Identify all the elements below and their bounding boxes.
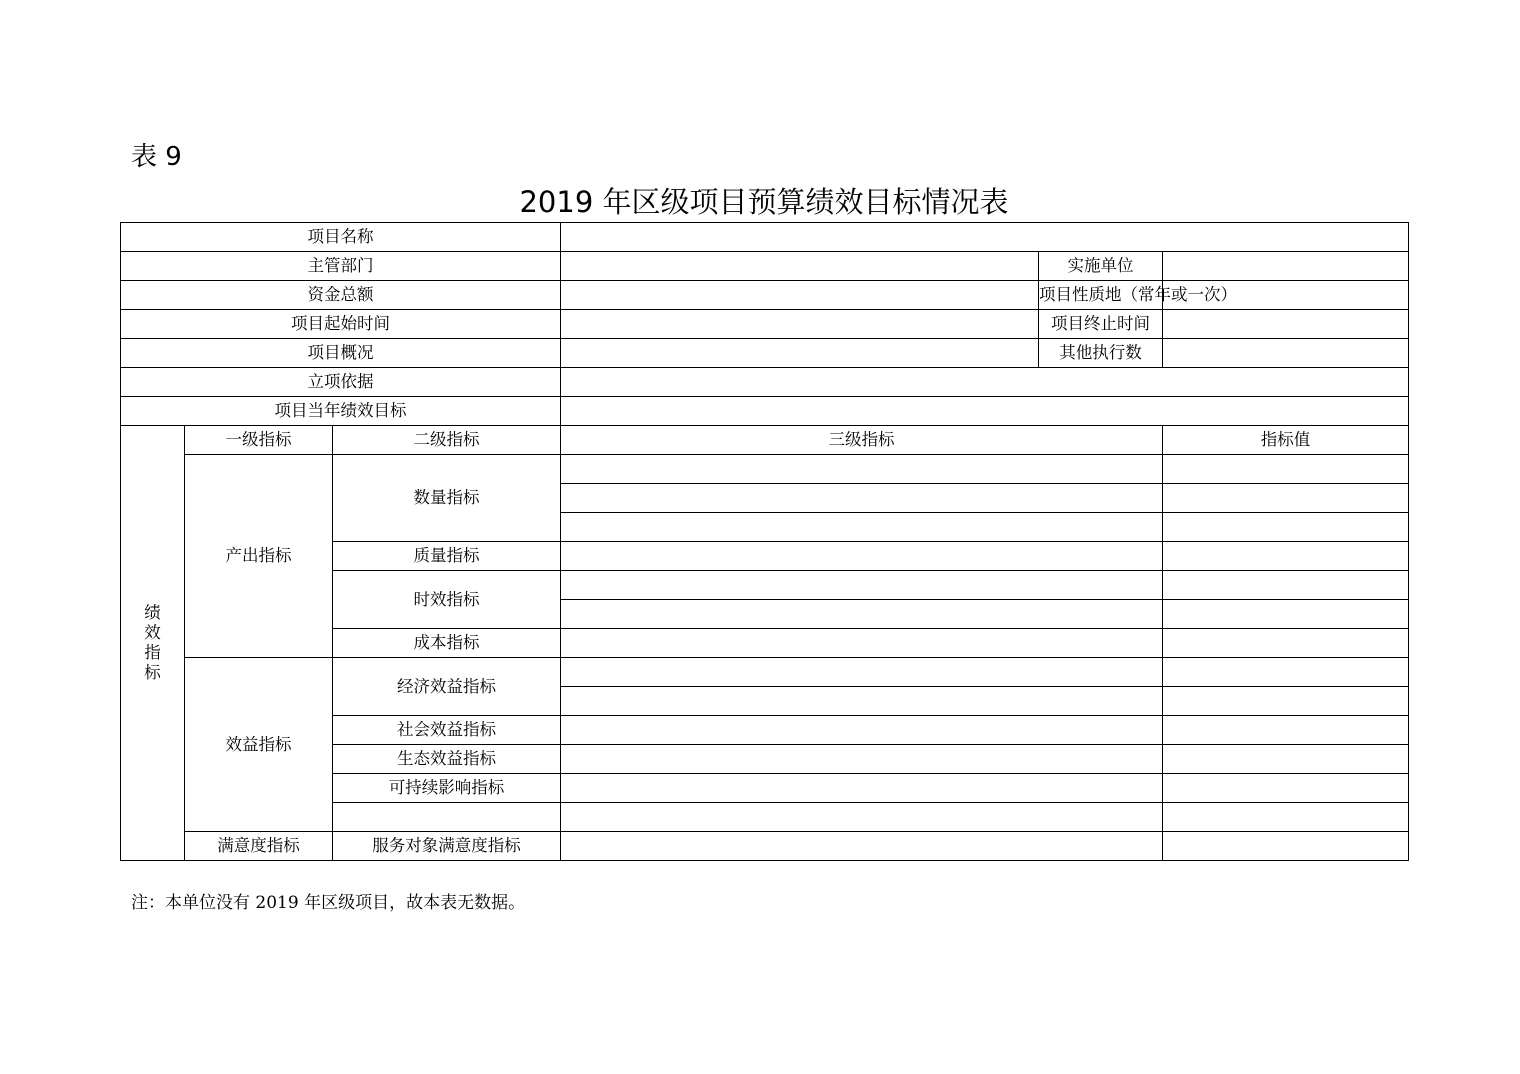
cell-value[interactable] bbox=[1163, 803, 1409, 832]
performance-target-table bbox=[120, 222, 1409, 861]
row-overview bbox=[121, 339, 1409, 368]
label-quality: 质量指标 bbox=[333, 542, 561, 571]
row-quantity-1 bbox=[121, 455, 1409, 484]
perf-group-char: 指 bbox=[144, 643, 161, 662]
cell-level2-blank[interactable] bbox=[333, 803, 561, 832]
footnote: 注：本单位没有 2019 年区级项目，故本表无数据。 bbox=[131, 893, 526, 913]
cell-level3[interactable] bbox=[561, 803, 1163, 832]
cell-level3[interactable] bbox=[561, 716, 1163, 745]
label-quantity: 数量指标 bbox=[333, 455, 561, 542]
label-output: 产出指标 bbox=[185, 455, 333, 658]
cell-level3[interactable] bbox=[561, 484, 1163, 513]
label-annual-goal: 项目当年绩效目标 bbox=[121, 397, 561, 426]
cell-level3[interactable] bbox=[561, 513, 1163, 542]
header-value: 指标值 bbox=[1163, 426, 1409, 455]
label-satisfaction: 满意度指标 bbox=[185, 832, 333, 861]
label-timeliness: 时效指标 bbox=[333, 571, 561, 629]
cell-value[interactable] bbox=[1163, 629, 1409, 658]
label-overview: 项目概况 bbox=[121, 339, 561, 368]
cell-level3[interactable] bbox=[561, 745, 1163, 774]
label-economic: 经济效益指标 bbox=[333, 658, 561, 716]
cell-value[interactable] bbox=[1163, 774, 1409, 803]
cell-level3[interactable] bbox=[561, 832, 1163, 861]
cell-value[interactable] bbox=[1163, 542, 1409, 571]
label-basis: 立项依据 bbox=[121, 368, 561, 397]
row-indicator-header bbox=[121, 426, 1409, 455]
value-other-exec[interactable] bbox=[1163, 339, 1409, 368]
label-other-exec: 其他执行数 bbox=[1039, 339, 1163, 368]
label-sustainable: 可持续影响指标 bbox=[333, 774, 561, 803]
header-level1: 一级指标 bbox=[185, 426, 333, 455]
perf-group-label bbox=[121, 426, 185, 861]
value-start-time[interactable] bbox=[561, 310, 1039, 339]
label-project-nature: 项目性质地（常年或一次） bbox=[1039, 281, 1163, 310]
row-time bbox=[121, 310, 1409, 339]
page-title: 2019 年区级项目预算绩效目标情况表 bbox=[519, 185, 1009, 219]
label-ecological: 生态效益指标 bbox=[333, 745, 561, 774]
row-satisfaction bbox=[121, 832, 1409, 861]
label-service-satisfaction: 服务对象满意度指标 bbox=[333, 832, 561, 861]
label-social: 社会效益指标 bbox=[333, 716, 561, 745]
cell-value[interactable] bbox=[1163, 716, 1409, 745]
cell-value[interactable] bbox=[1163, 513, 1409, 542]
value-overview[interactable] bbox=[561, 339, 1039, 368]
row-economic-1 bbox=[121, 658, 1409, 687]
header-level2: 二级指标 bbox=[333, 426, 561, 455]
table-number: 表 9 bbox=[131, 142, 182, 172]
label-impl-unit: 实施单位 bbox=[1039, 252, 1163, 281]
cell-value[interactable] bbox=[1163, 455, 1409, 484]
label-end-time: 项目终止时间 bbox=[1039, 310, 1163, 339]
cell-value[interactable] bbox=[1163, 687, 1409, 716]
perf-group-char: 效 bbox=[144, 623, 161, 642]
cell-value[interactable] bbox=[1163, 484, 1409, 513]
row-funds bbox=[121, 281, 1409, 310]
value-project-name[interactable] bbox=[561, 223, 1409, 252]
label-cost: 成本指标 bbox=[333, 629, 561, 658]
cell-value[interactable] bbox=[1163, 571, 1409, 600]
perf-group-char: 绩 bbox=[144, 603, 161, 622]
value-basis[interactable] bbox=[561, 368, 1409, 397]
row-annual-goal bbox=[121, 397, 1409, 426]
cell-level3[interactable] bbox=[561, 455, 1163, 484]
row-basis bbox=[121, 368, 1409, 397]
cell-level3[interactable] bbox=[561, 629, 1163, 658]
row-dept bbox=[121, 252, 1409, 281]
cell-level3[interactable] bbox=[561, 542, 1163, 571]
header-level3: 三级指标 bbox=[561, 426, 1163, 455]
label-dept: 主管部门 bbox=[121, 252, 561, 281]
cell-level3[interactable] bbox=[561, 687, 1163, 716]
label-total-funds: 资金总额 bbox=[121, 281, 561, 310]
value-dept[interactable] bbox=[561, 252, 1039, 281]
row-project-name bbox=[121, 223, 1409, 252]
value-annual-goal[interactable] bbox=[561, 397, 1409, 426]
label-project-name: 项目名称 bbox=[121, 223, 561, 252]
perf-group-char: 标 bbox=[144, 663, 161, 682]
cell-level3[interactable] bbox=[561, 774, 1163, 803]
cell-value[interactable] bbox=[1163, 832, 1409, 861]
cell-level3[interactable] bbox=[561, 600, 1163, 629]
value-total-funds[interactable] bbox=[561, 281, 1039, 310]
cell-value[interactable] bbox=[1163, 658, 1409, 687]
cell-value[interactable] bbox=[1163, 745, 1409, 774]
label-benefit: 效益指标 bbox=[185, 658, 333, 832]
label-start-time: 项目起始时间 bbox=[121, 310, 561, 339]
cell-level3[interactable] bbox=[561, 571, 1163, 600]
cell-level3[interactable] bbox=[561, 658, 1163, 687]
cell-value[interactable] bbox=[1163, 600, 1409, 629]
value-end-time[interactable] bbox=[1163, 310, 1409, 339]
value-impl-unit[interactable] bbox=[1163, 252, 1409, 281]
